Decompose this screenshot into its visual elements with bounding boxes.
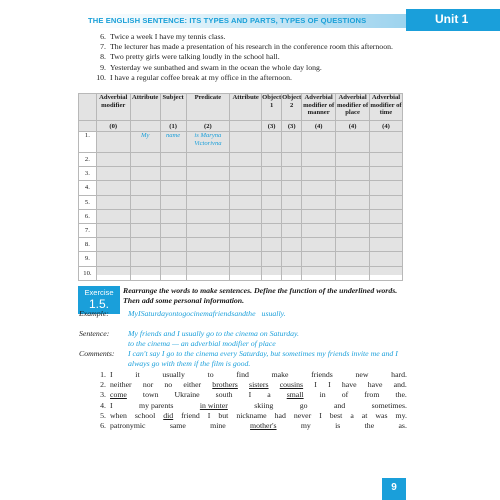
task-item bbox=[92, 370, 410, 380]
item-number: 7. bbox=[100, 42, 106, 52]
task-words bbox=[110, 411, 410, 421]
example-word: I bbox=[137, 309, 141, 318]
task-word: never bbox=[293, 410, 312, 420]
analysis-grid bbox=[78, 93, 403, 281]
task-word: my. bbox=[395, 410, 407, 420]
table-cell[interactable] bbox=[230, 132, 262, 153]
table-row bbox=[79, 266, 403, 280]
example-word: to bbox=[176, 309, 183, 318]
row-number: 8. bbox=[79, 238, 97, 252]
task-word: have bbox=[341, 380, 357, 390]
example-word: cinema bbox=[190, 309, 213, 318]
table-cell[interactable] bbox=[262, 132, 282, 153]
exercise-instruction: Rearrange the words to make sentences. Define the function of the underlined words. Then add some personal information. bbox=[123, 286, 398, 305]
task-word: was bbox=[375, 410, 388, 420]
row-number: 3. bbox=[79, 167, 97, 181]
item-text: I have a regular coffee break at my office in the afternoon. bbox=[110, 72, 292, 82]
task-word: Ukraine bbox=[174, 390, 200, 400]
task-item bbox=[92, 411, 410, 421]
row-number: 9. bbox=[79, 252, 97, 266]
table-header-cell: Attribute bbox=[130, 94, 160, 121]
task-word: nickname bbox=[236, 410, 267, 420]
task-word: to bbox=[207, 370, 214, 379]
task-word: brothers bbox=[212, 380, 238, 390]
task-word: best bbox=[329, 410, 343, 420]
exercise-label: Exercise bbox=[84, 288, 114, 297]
row-number: 7. bbox=[79, 223, 97, 237]
table-row bbox=[79, 238, 403, 252]
table-subheader-cell: (3) bbox=[282, 121, 302, 132]
list-item bbox=[92, 32, 422, 42]
task-word: cousins bbox=[279, 380, 304, 390]
table-subheader-cell bbox=[230, 121, 262, 132]
task-word: from bbox=[364, 390, 380, 400]
table-subheader-cell: (4) bbox=[302, 121, 336, 132]
task-word: I bbox=[328, 380, 331, 390]
comments-key: Comments: bbox=[79, 349, 115, 358]
task-word: I bbox=[207, 410, 211, 420]
task-word: but bbox=[218, 410, 229, 420]
table-subheader-cell: (0) bbox=[96, 121, 130, 132]
task-word: town bbox=[142, 390, 159, 400]
table-cell-attribute[interactable]: My bbox=[130, 132, 160, 153]
task-word: south bbox=[215, 390, 233, 400]
task-number: 5. bbox=[100, 410, 106, 420]
task-word: had bbox=[274, 410, 286, 420]
task-word: nor bbox=[142, 380, 154, 390]
task-word: sisters bbox=[249, 380, 269, 390]
table-cell[interactable] bbox=[282, 132, 302, 153]
row-number: 10. bbox=[79, 266, 97, 280]
sentence-list bbox=[92, 32, 422, 83]
example-word: My bbox=[128, 309, 138, 318]
table-cell[interactable] bbox=[370, 132, 403, 153]
example-word: the bbox=[246, 309, 256, 318]
item-text: Twice a week I have my tennis class. bbox=[110, 32, 226, 41]
task-item bbox=[92, 421, 410, 431]
task-number: 3. bbox=[100, 390, 106, 400]
example-word: friends bbox=[212, 309, 235, 318]
task-word: my bbox=[300, 421, 311, 431]
table-cell[interactable] bbox=[96, 132, 130, 153]
sentence-key: Sentence: bbox=[79, 329, 110, 338]
task-words bbox=[110, 370, 410, 380]
task-words bbox=[110, 401, 410, 411]
table-cell[interactable] bbox=[336, 132, 370, 153]
task-words bbox=[110, 421, 410, 431]
sentence-note: to the cinema — an adverbial modifier of place bbox=[128, 339, 276, 348]
table-cell[interactable] bbox=[302, 132, 336, 153]
table-header-cell: Attribute bbox=[230, 94, 262, 121]
item-text: Yesterday we sunbathed and swam in the ocean the whole day long. bbox=[110, 62, 322, 72]
table-row bbox=[79, 209, 403, 223]
task-word: at bbox=[361, 410, 368, 420]
item-number: 10. bbox=[96, 72, 106, 82]
task-word: go bbox=[299, 400, 308, 410]
row-number: 1. bbox=[79, 132, 97, 153]
task-item bbox=[92, 380, 410, 390]
task-word: in bbox=[319, 390, 326, 400]
item-number: 8. bbox=[100, 52, 106, 62]
table-header-cell: Adverbial modifier of place bbox=[336, 94, 370, 121]
task-word: skiing bbox=[254, 400, 274, 410]
row-number: 2. bbox=[79, 153, 97, 167]
list-item bbox=[92, 73, 422, 83]
task-word: small bbox=[286, 390, 304, 400]
task-word: I bbox=[319, 410, 322, 420]
example-word: usually. bbox=[261, 309, 286, 318]
row-number: 6. bbox=[79, 209, 97, 223]
row-number: 4. bbox=[79, 181, 97, 195]
table-subheader-cell: (3) bbox=[262, 121, 282, 132]
table-header-cell: Adverbial modifier of manner bbox=[302, 94, 336, 121]
task-word: I bbox=[110, 370, 113, 379]
sentence-parts-table bbox=[78, 93, 403, 275]
table-header-cell bbox=[79, 94, 97, 121]
table-row bbox=[79, 252, 403, 266]
task-word: patronymic bbox=[110, 421, 146, 431]
example-words bbox=[128, 309, 408, 319]
item-number: 6. bbox=[100, 32, 106, 41]
example-word: on bbox=[168, 309, 177, 318]
task-word: friends bbox=[311, 370, 333, 379]
table-subheader-cell bbox=[130, 121, 160, 132]
table-row bbox=[79, 167, 403, 181]
task-word: neither bbox=[110, 380, 132, 390]
task-word: have bbox=[367, 380, 383, 390]
task-word: mine bbox=[210, 421, 226, 431]
header-title: THE ENGLISH SENTENCE: ITS TYPES AND PARTS, TYPES OF QUESTIONS bbox=[88, 16, 367, 25]
task-item bbox=[92, 390, 410, 400]
table-row bbox=[79, 195, 403, 209]
task-word: friend bbox=[181, 410, 200, 420]
task-word: find bbox=[236, 370, 249, 379]
list-item bbox=[92, 42, 422, 52]
task-item bbox=[92, 401, 410, 411]
task-word: same bbox=[169, 421, 186, 431]
task-word: and. bbox=[393, 380, 407, 390]
task-word: hard. bbox=[391, 370, 407, 379]
task-word: I bbox=[110, 400, 113, 410]
item-number: 9. bbox=[100, 62, 106, 72]
task-word: I bbox=[314, 380, 317, 390]
task-word: school bbox=[134, 410, 156, 420]
table-header-cell: Object 1 bbox=[262, 94, 282, 121]
sentence-text: My friends and I usually go to the cinema on Saturday. bbox=[128, 329, 300, 338]
task-word: is bbox=[335, 421, 341, 431]
table-header-cell: Adverbial modifier of time bbox=[370, 94, 403, 121]
table-header-cell: Subject bbox=[160, 94, 186, 121]
table-row bbox=[79, 153, 403, 167]
table-cell-subject[interactable]: name bbox=[160, 132, 186, 153]
table-header-cell: Predicate bbox=[186, 94, 230, 121]
list-item bbox=[92, 52, 422, 62]
row-number: 5. bbox=[79, 195, 97, 209]
task-number: 4. bbox=[100, 400, 106, 410]
comments-text: I can't say I go to the cinema every Saturday, but sometimes my friends invite me and I always go with them if the film is good. bbox=[128, 349, 398, 368]
item-text: Two pretty girls were talking loudly in the school hall. bbox=[110, 52, 280, 62]
task-word: mother's bbox=[250, 421, 277, 431]
exercise-number: 1.5. bbox=[88, 297, 109, 311]
task-word: sometimes. bbox=[371, 400, 407, 410]
example-key: Example: bbox=[79, 309, 109, 318]
table-subheader-cell: (1) bbox=[160, 121, 186, 132]
table-subheader-cell: (4) bbox=[370, 121, 403, 132]
task-list bbox=[92, 370, 410, 431]
unit-label: Unit 1 bbox=[435, 12, 469, 26]
task-word: a bbox=[267, 390, 271, 400]
table-subheader-cell bbox=[79, 121, 97, 132]
task-word: usually bbox=[162, 370, 185, 379]
task-word: I bbox=[248, 390, 252, 400]
example-word: go bbox=[182, 309, 191, 318]
task-word: either bbox=[183, 380, 202, 390]
task-word: come bbox=[110, 390, 127, 400]
table-subheader-cell: (2) bbox=[186, 121, 230, 132]
sentence-value bbox=[128, 329, 408, 349]
task-word: make bbox=[271, 370, 289, 379]
task-word: no bbox=[164, 380, 173, 390]
list-item bbox=[92, 63, 422, 73]
item-text: The lecturer has made a presentation of his research in the conference room this afternoon. bbox=[110, 42, 393, 52]
task-word: the bbox=[364, 421, 375, 431]
task-word: a bbox=[350, 410, 354, 420]
task-word: did bbox=[163, 410, 174, 420]
table-header-cell: Adverbial modifier bbox=[96, 94, 130, 121]
task-words bbox=[110, 380, 410, 390]
task-word: and bbox=[333, 400, 346, 410]
task-word: new bbox=[355, 370, 369, 379]
task-number: 6. bbox=[100, 421, 106, 431]
example-word: and bbox=[234, 309, 247, 318]
page-header bbox=[0, 0, 500, 30]
task-word: my parents bbox=[139, 400, 174, 410]
table-cell-predicate[interactable]: is Maryna Victorivna bbox=[186, 132, 230, 153]
task-word: it bbox=[135, 370, 140, 379]
task-word: the. bbox=[395, 390, 407, 400]
task-word: in winter bbox=[199, 400, 228, 410]
example-word: Saturday bbox=[140, 309, 169, 318]
task-word: of bbox=[341, 390, 349, 400]
table-row bbox=[79, 223, 403, 237]
table-header-cell: Object 2 bbox=[282, 94, 302, 121]
task-number: 1. bbox=[100, 370, 106, 379]
table-row bbox=[79, 132, 403, 153]
task-word: when bbox=[110, 410, 127, 420]
task-number: 2. bbox=[100, 380, 106, 390]
task-word: as. bbox=[398, 421, 407, 431]
table-subheader-cell: (4) bbox=[336, 121, 370, 132]
table-row bbox=[79, 181, 403, 195]
task-words bbox=[110, 390, 410, 400]
page-number: 9 bbox=[391, 482, 397, 493]
